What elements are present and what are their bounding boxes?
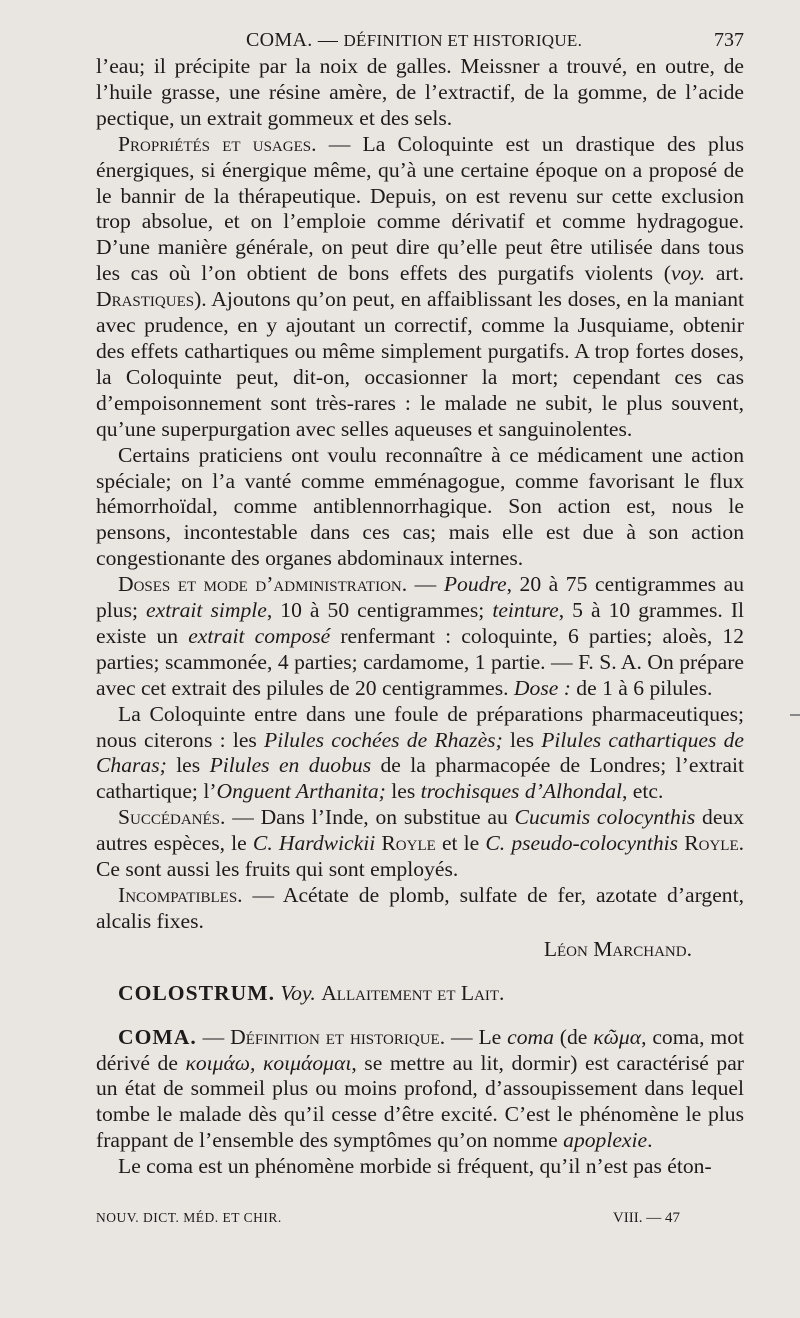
text-run: et le bbox=[435, 831, 486, 856]
text-run: — bbox=[196, 1024, 231, 1049]
italic-run: teinture bbox=[492, 598, 559, 623]
author-name: Royle bbox=[381, 831, 436, 856]
italic-run: apoplexie bbox=[563, 1128, 648, 1153]
italic-run: Onguent Arthanita; bbox=[216, 779, 386, 804]
text-run: , etc. bbox=[622, 779, 664, 804]
margin-mark bbox=[790, 714, 800, 716]
text-run: renfermant : coloquinte, 6 parties; aloès, 12 parties; scammonée, 4 parties; cardamome, 1 partie. — F. S. A. On prépare avec cet extrait des pilules de 20 centigrammes. bbox=[96, 623, 744, 700]
text-run: les bbox=[502, 727, 542, 752]
text-run: . bbox=[647, 1128, 653, 1153]
paragraph-praticiens: Certains praticiens ont voulu reconnaître à ce médicament une action spéciale; on l’a vanté comme emménagogue, comme favorisant le flux hémorrhoïdal, comme antiblennorrhagique. Son action est, nous le pensons, incontestable dans ces cas; mais elle est due à son action congestionante des organes abdominaux internes. bbox=[96, 442, 744, 571]
entry-colostrum bbox=[96, 981, 744, 1007]
text-run: La Coloquinte entre dans une foule de préparations pharmaceutiques; nous citerons : les bbox=[96, 701, 744, 752]
italic-run: Pilules en duobus bbox=[209, 753, 372, 778]
author-name: Royle. bbox=[684, 831, 745, 856]
author-signature: Léon Marchand. bbox=[543, 936, 692, 961]
text-run: , 10 à 50 centigrammes; bbox=[266, 598, 493, 623]
running-head-title bbox=[246, 28, 582, 54]
italic-run: C. Hardwickii bbox=[252, 831, 376, 856]
text-run: , 20 à 75 centigrammes au plus; bbox=[96, 572, 744, 623]
text-run: les bbox=[385, 779, 421, 804]
paragraph-incompatibles bbox=[96, 883, 744, 935]
text-run: — Le bbox=[445, 1024, 508, 1049]
italic-run: C. pseudo-colocynthis bbox=[485, 831, 679, 856]
greek-word: κῶμα bbox=[593, 1024, 642, 1049]
entry-coma bbox=[96, 1025, 744, 1155]
paragraph-proprietes bbox=[96, 132, 744, 443]
italic-run: Poudre bbox=[443, 572, 507, 597]
section-heading-succedanes: Succédanés. bbox=[118, 805, 226, 830]
text-run: (de bbox=[553, 1024, 594, 1049]
text-run: ). Ajoutons qu’on peut, en affaiblissant les doses, en la maniant avec prudence, en y ajoutant un correctif, comme la Jusquiame, obtenir des effets cathartiques ou même simplement purgatifs. A trop fortes doses, la Coloquinte peut, dit-on, occasionner la mort; cependant ces cas d’empoisonnement sont très-rares : le malade ne subit, le plus souvent, qu’une superpurgation avec selles aqueuses et sanguinolentes. bbox=[96, 287, 744, 441]
footer-signature-right: VIII. — 47 bbox=[612, 1210, 680, 1226]
text-run: de la pharmacopée de Londres; l’extrait cathartique; l’ bbox=[96, 753, 744, 804]
footer-signature-left: NOUV. DICT. MÉD. ET CHIR. bbox=[96, 1210, 282, 1225]
text-run: , se mettre au lit, dormir) est caractérisé par un état de sommeil plus ou moins profond, d’assoupissement dans lequel tombe le malade dès qu’il cesse d’être excité. C’est le phénomène le plus frappant de l’ensemble des symptômes qu’on nomme bbox=[96, 1050, 744, 1153]
entry-headword-colostrum: COLOSTRUM. bbox=[118, 980, 275, 1005]
paragraph-last-line: Le coma est un phénomène morbide si fréquent, qu’il n’est pas éton- bbox=[118, 1154, 712, 1179]
text-run: — Acétate de plomb, sulfate de fer, azotate d’argent, alcalis fixes. bbox=[96, 883, 744, 933]
text-run: , 5 à 10 grammes. Il existe un bbox=[96, 598, 745, 648]
text-run: , coma, mot dérivé de bbox=[96, 1024, 744, 1075]
text-run: Ce sont aussi les fruits qui sont employés. bbox=[96, 857, 459, 882]
text-run: art. bbox=[705, 261, 744, 286]
cross-reference: Drastiques bbox=[96, 287, 195, 312]
entry-headword-coma: COMA. bbox=[118, 1024, 197, 1049]
section-heading-incompatibles: Incompatibles. bbox=[118, 883, 243, 907]
text-run: les bbox=[166, 753, 210, 778]
section-heading-proprietes: Propriétés et usages. bbox=[118, 131, 317, 156]
text-run: — La Coloquinte est un drastique des plus énergiques, si énergique même, qu’à une certaine époque on a proposé de le bannir de la thérapeutique. Depuis, on est revenu sur cette exclusion trop absolue, et on l’emploie comme dérivatif et comme hydragogue. D’une manière générale, on peut dire qu’elle peut être utilisée dans tous les cas où l’on obtient de bons effets des purgatifs violents ( bbox=[96, 131, 744, 286]
header-title: COMA. bbox=[246, 29, 313, 51]
section-heading-definition: Définition et historique. bbox=[230, 1024, 446, 1049]
italic-run: Pilules cathartiques de Charas; bbox=[96, 727, 744, 778]
running-head bbox=[96, 22, 744, 54]
paragraph-doses bbox=[96, 572, 744, 702]
section-heading-doses: Doses et mode d’administration. bbox=[118, 572, 408, 597]
text-run: de 1 à 6 pilules. bbox=[570, 675, 713, 700]
text-run: — bbox=[407, 572, 444, 597]
italic-run: Cucumis colocynthis bbox=[514, 805, 696, 830]
paragraph-succedanes bbox=[96, 805, 744, 883]
italic-run: Pilules cochées de Rhazès; bbox=[264, 727, 503, 752]
paragraph-continuation: l’eau; il précipite par la noix de galles. Meissner a trouvé, en outre, de l’huile grasse, une résine amère, de l’extractif, de la gomme, de l’acide pectique, un extrait gommeux et des sels. bbox=[96, 54, 744, 130]
greek-word: κοιμάω, κοιμάομαι bbox=[185, 1050, 352, 1075]
italic-run: coma bbox=[507, 1024, 554, 1049]
italic-run: Voy. bbox=[280, 980, 316, 1005]
text-run: deux autres espèces, le bbox=[96, 805, 745, 856]
italic-run: trochisques d’Alhondal bbox=[420, 779, 622, 804]
italic-run: extrait simple bbox=[146, 598, 267, 623]
page-number: 737 bbox=[714, 29, 744, 51]
italic-run: extrait composé bbox=[188, 623, 331, 648]
italic-run: voy. bbox=[670, 261, 706, 286]
italic-run: Dose : bbox=[513, 675, 571, 700]
text-run: — Dans l’Inde, on substitue au bbox=[225, 805, 515, 830]
cross-reference: Allaitement et Lait. bbox=[321, 980, 505, 1005]
header-subtitle: DÉFINITION ET HISTORIQUE. bbox=[343, 31, 583, 50]
header-separator: — bbox=[317, 29, 339, 51]
paragraph-preparations bbox=[96, 702, 744, 806]
